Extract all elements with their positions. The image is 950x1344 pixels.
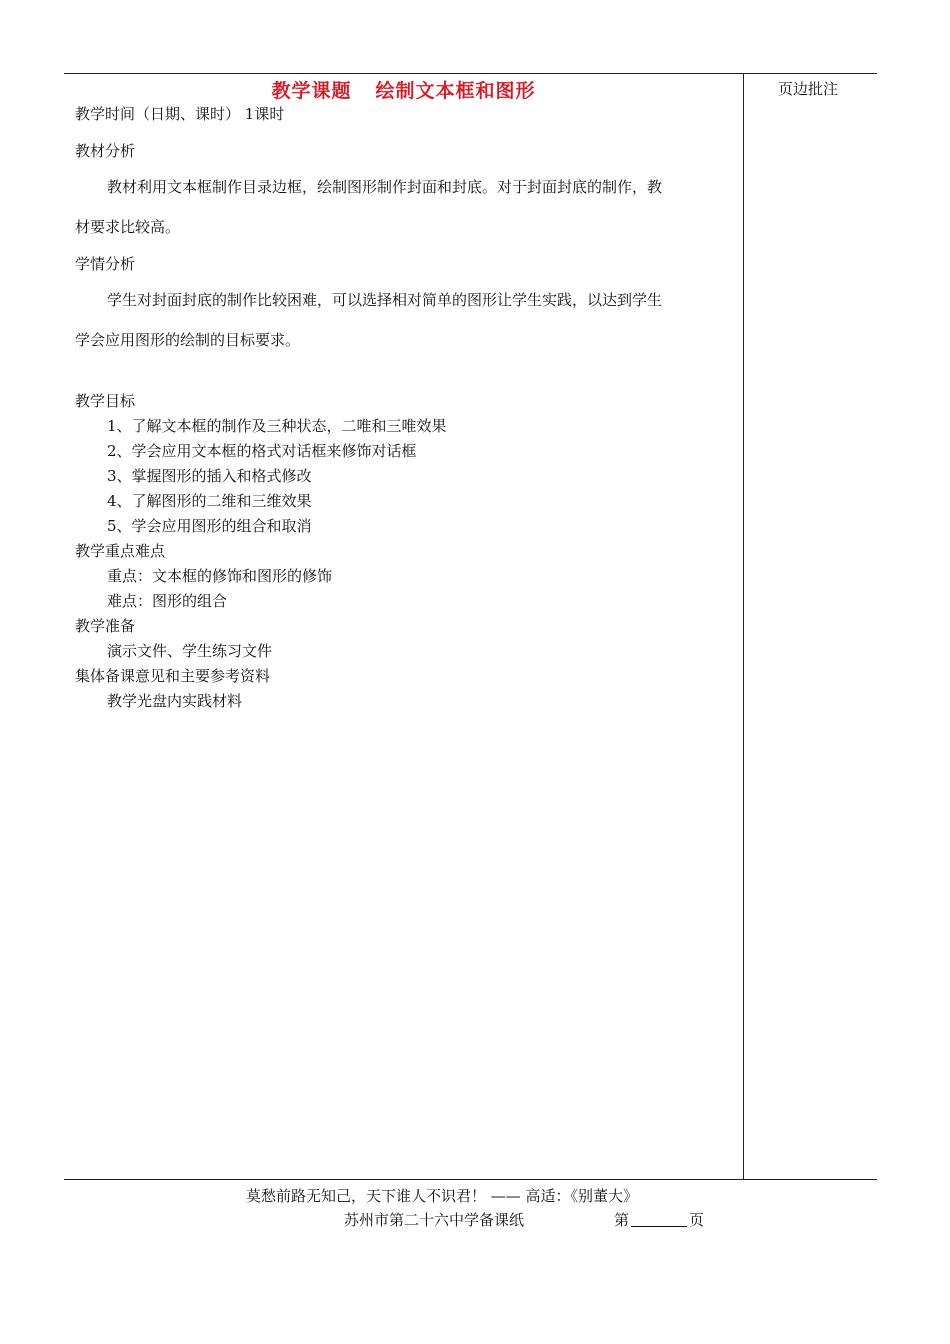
page-suffix: 页	[689, 1211, 705, 1229]
goal-item: 2、学会应用文本框的格式对话框来修饰对话框	[107, 442, 417, 460]
difficulty: 难点：图形的组合	[107, 592, 228, 610]
footer-page-number	[614, 1209, 704, 1230]
goal-item: 4、了解图形的二维和三维效果	[107, 492, 312, 510]
top-rule	[64, 73, 877, 74]
prep-heading: 教学准备	[75, 617, 136, 635]
goals-heading: 教学目标	[75, 392, 136, 410]
refs-heading: 集体备课意见和主要参考资料	[75, 667, 271, 685]
margin-notes-heading: 页边批注	[778, 80, 839, 98]
material-paragraph-line2: 材要求比较高。	[75, 218, 181, 236]
margin-divider	[743, 73, 744, 1179]
prep-text: 演示文件、学生练习文件	[107, 642, 273, 660]
keypoint: 重点：文本框的修饰和图形的修饰	[107, 567, 333, 585]
refs-text: 教学光盘内实践材料	[107, 692, 243, 710]
lesson-title	[64, 76, 743, 103]
bottom-rule	[64, 1179, 877, 1180]
footer-quote: 莫愁前路无知己，天下谁人不识君！ —— 高适：《别董大》	[246, 1187, 639, 1205]
page-prefix: 第	[614, 1211, 630, 1229]
material-paragraph-line1: 教材利用文本框制作目录边框，绘制图形制作封面和封底。对于封面封底的制作，教	[107, 178, 663, 196]
goal-item: 1、了解文本框的制作及三种状态，二唯和三唯效果	[107, 417, 447, 435]
goal-item: 3、掌握图形的插入和格式修改	[107, 467, 312, 485]
keypoints-heading: 教学重点难点	[75, 542, 166, 560]
student-heading: 学情分析	[75, 255, 136, 273]
material-heading: 教材分析	[75, 142, 136, 160]
student-paragraph-line1: 学生对封面封底的制作比较困难，可以选择相对简单的图形让学生实践，以达到学生	[107, 291, 663, 309]
page-number-blank	[631, 1212, 687, 1227]
footer-school: 苏州市第二十六中学备课纸	[344, 1211, 525, 1229]
title-topic: 绘制文本框和图形	[375, 80, 536, 102]
student-paragraph-line2: 学会应用图形的绘制的目标要求。	[75, 331, 301, 349]
teaching-time: 教学时间（日期、课时） 1课时	[75, 105, 285, 123]
title-label: 教学课题	[271, 80, 352, 102]
goal-item: 5、学会应用图形的组合和取消	[107, 517, 312, 535]
